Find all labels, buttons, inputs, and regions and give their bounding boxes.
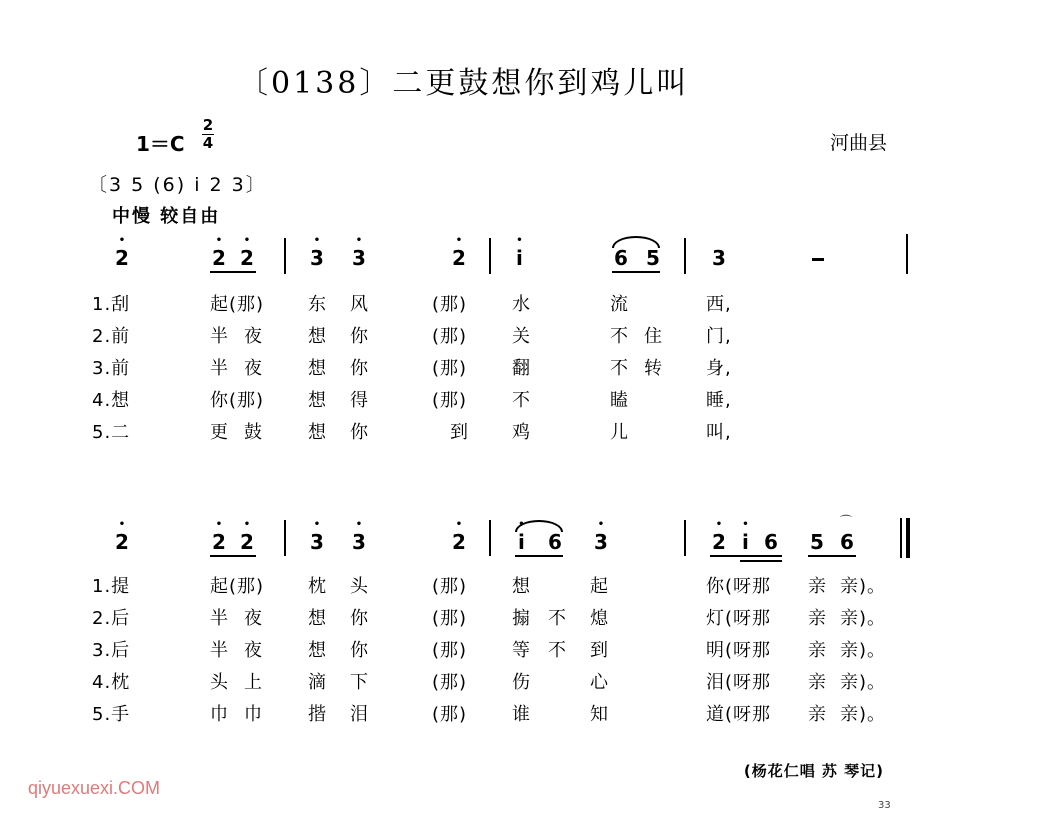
watermark: qiyuexuexi.COM	[28, 778, 161, 798]
lyric: 得	[350, 390, 369, 411]
lyric: 想	[308, 326, 327, 347]
lyric: 4.想	[92, 390, 131, 411]
lyric: 1.刮	[92, 294, 131, 315]
credit-line: (杨花仁唱 苏 琴记)	[743, 762, 884, 780]
lyric: 亲)。	[840, 704, 887, 725]
lyric: 心	[590, 672, 609, 693]
lyric: (那)	[432, 358, 468, 379]
lyric: 半	[210, 608, 229, 629]
lyric: 伤	[512, 672, 531, 693]
time-denominator: 4	[202, 134, 214, 152]
lyric: 你	[350, 640, 369, 661]
lyric: 你	[350, 422, 369, 443]
lyric: 5.手	[92, 704, 131, 725]
lyric: 明(呀那	[706, 640, 772, 661]
note: • 3	[352, 246, 366, 270]
lyric: 鼓	[244, 422, 263, 443]
extension-dash	[812, 258, 824, 261]
note: • 3	[352, 530, 366, 554]
lyric: 搧	[512, 608, 531, 629]
lyric: 转	[644, 358, 663, 379]
lyric: 2.后	[92, 608, 131, 629]
lyric: 泪(呀那	[706, 672, 772, 693]
lyric: 亲)。	[840, 608, 887, 629]
lyric: (那)	[432, 608, 468, 629]
lyric: 翻	[512, 358, 531, 379]
note: • 2	[115, 246, 129, 270]
note: • 2	[212, 530, 226, 554]
lyric: 睡,	[706, 390, 732, 411]
lyric: 1.提	[92, 576, 131, 597]
lyric: 亲	[808, 576, 827, 597]
page-number: 33	[878, 800, 891, 811]
lyric: 你(那)	[210, 390, 265, 411]
note: 5	[810, 530, 824, 554]
note: • 2	[212, 246, 226, 270]
lyric: 上	[244, 672, 263, 693]
lyric: 亲)。	[840, 576, 887, 597]
note: • i	[518, 530, 525, 554]
lyric: 儿	[610, 422, 629, 443]
lyric: (那)	[432, 326, 468, 347]
lyric: 到	[590, 640, 609, 661]
note: 6	[840, 530, 854, 554]
intro-notation: 〔3 5 (6) i 2 3〕	[88, 174, 267, 196]
lyric: 灯(呀那	[706, 608, 772, 629]
note: • 3	[310, 246, 324, 270]
lyric: (那)	[432, 576, 468, 597]
lyric: (那)	[432, 640, 468, 661]
note: 6	[614, 246, 628, 270]
lyric: 鸡	[512, 422, 531, 443]
lyric: 更	[210, 422, 229, 443]
lyric: 5.二	[92, 422, 131, 443]
lyric: 知	[590, 704, 609, 725]
note: 6	[764, 530, 778, 554]
note: • 2	[712, 530, 726, 554]
lyric: 夜	[244, 640, 263, 661]
lyric: 想	[308, 358, 327, 379]
lyric: 起	[590, 576, 609, 597]
lyric: 想	[308, 390, 327, 411]
lyric: 门,	[706, 326, 732, 347]
lyric: 你	[350, 358, 369, 379]
lyric: 东	[308, 294, 327, 315]
tempo-marking: 中慢 较自由	[112, 206, 221, 227]
note: • 2	[115, 530, 129, 554]
lyric: 不	[512, 390, 531, 411]
lyric: 半	[210, 640, 229, 661]
note: 5	[646, 246, 660, 270]
lyric: 4.枕	[92, 672, 131, 693]
note: 6	[548, 530, 562, 554]
lyric: 头	[350, 576, 369, 597]
lyric: 夜	[244, 326, 263, 347]
lyric: 你	[350, 326, 369, 347]
lyric: 亲)。	[840, 640, 887, 661]
note: • 2	[240, 246, 254, 270]
lyric: 亲)。	[840, 672, 887, 693]
lyric: 到	[450, 422, 469, 443]
lyric: 亲	[808, 640, 827, 661]
lyric: 身,	[706, 358, 732, 379]
lyric: 半	[210, 358, 229, 379]
lyric: 关	[512, 326, 531, 347]
lyric: 西,	[706, 294, 732, 315]
lyric: 你	[350, 608, 369, 629]
lyric: (那)	[432, 704, 468, 725]
note: • 3	[310, 530, 324, 554]
lyric: 滴	[308, 672, 327, 693]
lyric: 你(呀那	[706, 576, 772, 597]
lyric: 想	[308, 640, 327, 661]
lyric: 流	[610, 294, 629, 315]
lyric: 3.后	[92, 640, 131, 661]
lyric: 水	[512, 294, 531, 315]
song-title: 〔0138〕二更鼓想你到鸡儿叫	[238, 66, 690, 101]
lyric: 亲	[808, 672, 827, 693]
time-numerator: 2	[202, 116, 214, 134]
lyric: 下	[350, 672, 369, 693]
note: • 2	[240, 530, 254, 554]
lyric: 亲	[808, 704, 827, 725]
note: • 3	[594, 530, 608, 554]
note: • i	[516, 246, 523, 270]
lyric: 想	[512, 576, 531, 597]
lyric: 巾	[210, 704, 229, 725]
note: • 2	[452, 530, 466, 554]
fermata-icon: ⌒	[840, 514, 853, 528]
lyric: 不	[610, 326, 629, 347]
lyric: 住	[644, 326, 663, 347]
lyric: 想	[308, 422, 327, 443]
note: • 2	[452, 246, 466, 270]
lyric: 半	[210, 326, 229, 347]
lyric: 揩	[308, 704, 327, 725]
lyric: 不	[548, 640, 567, 661]
lyric: (那)	[432, 672, 468, 693]
lyric: (那)	[432, 294, 468, 315]
lyric: (那)	[432, 390, 468, 411]
lyric: 枕	[308, 576, 327, 597]
lyric: 2.前	[92, 326, 131, 347]
lyric: 泪	[350, 704, 369, 725]
lyric: 叫,	[706, 422, 732, 443]
lyric: 想	[308, 608, 327, 629]
lyric: 不	[610, 358, 629, 379]
lyric: 谁	[512, 704, 531, 725]
note: • i	[742, 530, 749, 554]
lyric: 风	[350, 294, 369, 315]
key-signature: 1＝C	[136, 132, 185, 156]
lyric: 头	[210, 672, 229, 693]
lyric: 夜	[244, 608, 263, 629]
lyric: 瞌	[610, 390, 629, 411]
lyric: 夜	[244, 358, 263, 379]
lyric: 道(呀那	[706, 704, 772, 725]
time-signature	[202, 118, 214, 151]
lyric: 等	[512, 640, 531, 661]
lyric: 起(那)	[210, 576, 265, 597]
lyric: 熄	[590, 608, 609, 629]
lyric: 巾	[244, 704, 263, 725]
region-label: 河曲县	[830, 132, 888, 154]
note: 3	[712, 246, 726, 270]
lyric: 亲	[808, 608, 827, 629]
lyric: 3.前	[92, 358, 131, 379]
lyric: 不	[548, 608, 567, 629]
lyric: 起(那)	[210, 294, 265, 315]
